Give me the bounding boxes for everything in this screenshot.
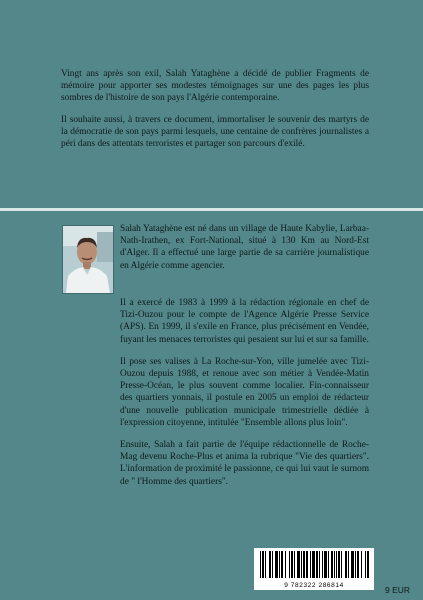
author-photo: [62, 225, 114, 294]
blurb-paragraph-2: Il souhaite aussi, à travers ce document, immortaliser le souvenir des martyrs de la démocratie de son pays parmi lesquels, une centaine de confrères journalistes a péri dans des attentats terroristes et partager son parcours d'exilé.: [61, 114, 369, 150]
section-divider: [0, 208, 423, 211]
bio-paragraph-2: Il a exercé de 1983 à 1999 à la rédaction régionale en chef de Tizi-Ouzou pour le compte de l'Agence Algérie Presse Service (APS). En 1999, il s'exile en France, plus précisément en Vendée, fuyant les menaces terroristes qui pesaient sur lui et sur sa famille.: [120, 298, 369, 345]
blurb-paragraph-1: Vingt ans après son exil, Salah Yataghène a décidé de publier Fragments de mémoire pour apporter ses modestes témoignages sur une des pages les plus sombres de l'histoire de son pays l'Algérie contemporaine.: [61, 69, 369, 104]
author-bio-intro: [120, 223, 369, 282]
barcode-digits: 9 782322 286814: [284, 582, 344, 589]
barcode-bars: [254, 548, 374, 580]
author-bio: [120, 297, 369, 498]
bio-paragraph-3: Il pose ses valises à La Roche-sur-Yon, ville jumelée avec Tizi-Ouzou depuis 1988, et renoue avec son métier à Vendée-Matin Presse-Océan, le plus souvent comme localier. Fin-connaisseur des quartiers yonnais, il postule en 2005 un emploi de rédacteur d'une nouvelle publication municipale trimestrielle dédiée à l'expression citoyenne, intitulée "Ensemble allons plus loin".: [120, 356, 369, 428]
price-label: 9 EUR: [385, 585, 411, 595]
bio-paragraph-4: Ensuite, Salah a fait partie de l'équipe rédactionnelle de Roche-Mag devenu Roche-Plus et anima la rubrique "Vie des quartiers". L'information de proximité le passionne, ce qui lui vaut le surnom de " l'Homme des quartiers".: [120, 440, 369, 487]
isbn-barcode: [254, 548, 374, 590]
bio-paragraph-1: Salah Yataghène est né dans un village de Haute Kabylie, Larbaa-Nath-Irathen, ex Fort-National, situé à 130 Km au Nord-Est d'Alger. Il a effectué une large partie de sa carrière journalistique en Algérie comme agencier.: [120, 224, 369, 271]
back-cover-blurb: [61, 68, 369, 159]
